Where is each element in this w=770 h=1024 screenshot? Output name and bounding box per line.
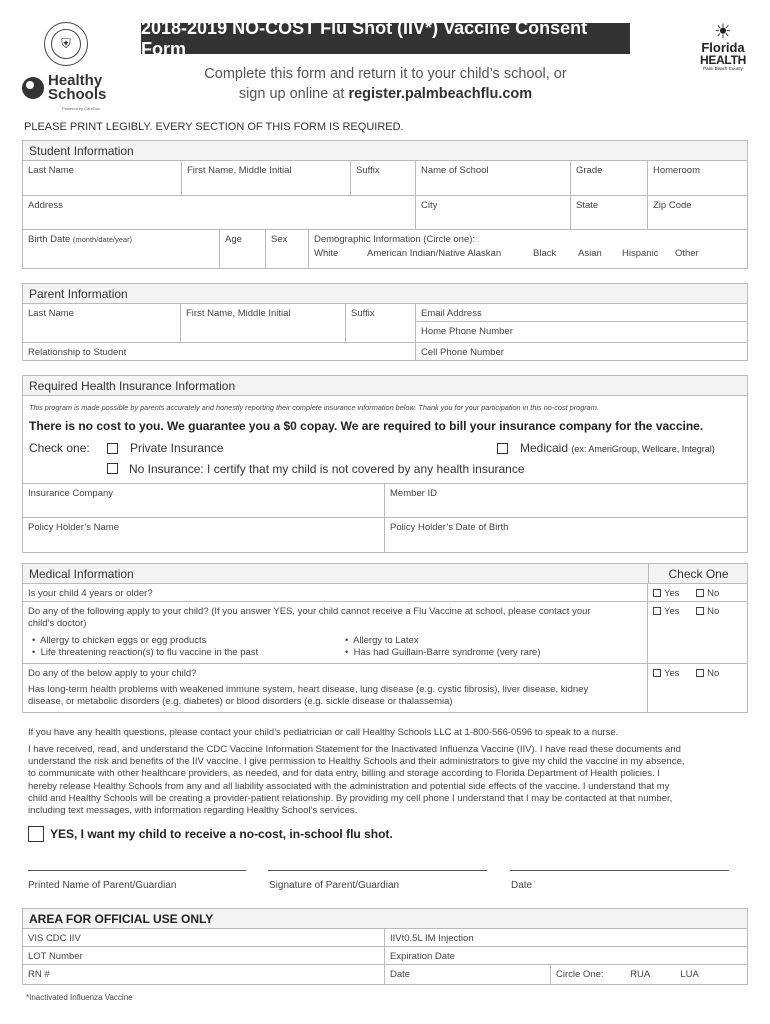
insurance-section-heading: Required Health Insurance Information — [23, 376, 747, 396]
medical-heading-text: Medical Information — [29, 567, 134, 581]
policy-holder-name-field[interactable]: Policy Holder’s Name — [23, 518, 385, 552]
demo-option-white[interactable]: White — [314, 248, 339, 259]
consent-line: to communicate with other healthcare providers, as needed, and for data entry, billing and storage according to Florida Department of Health policies. I — [28, 768, 660, 780]
q1-yes-checkbox[interactable] — [653, 589, 661, 597]
ball-icon — [22, 77, 44, 99]
rua-option[interactable]: RUA — [630, 969, 650, 980]
hs-logo-line1: Healthy — [48, 72, 103, 89]
form-subtitle — [141, 64, 630, 104]
q3-detail-line2: disease, or metabolic disorders (e.g. diabetes) or blood disorders (e.g. sickle disease or thalassemia) — [28, 696, 453, 707]
q3-no-label: No — [707, 668, 720, 679]
medicaid-label — [520, 441, 715, 455]
bullet-egg-allergy-text: Allergy to chicken eggs or egg products — [40, 635, 207, 646]
consent-line: understand the risk and benefits of the IIV vaccine. I give permission to Healthy Schools and their administrators to give my child the vaccine in my absence, — [28, 756, 685, 768]
student-address-field[interactable]: Address — [23, 196, 416, 229]
no-cost-statement: There is no cost to you. We guarantee you a $0 copay. We are required to bill your insurance company for the vaccine. — [29, 419, 704, 433]
student-section-heading: Student Information — [23, 141, 747, 161]
demo-option-hispanic[interactable]: Hispanic — [622, 248, 659, 259]
cell-phone-field[interactable]: Cell Phone Number — [421, 347, 504, 358]
student-state-field[interactable]: State — [571, 196, 648, 229]
q3-yes-label: Yes — [664, 668, 680, 679]
official-use-section — [22, 908, 748, 985]
consent-yes-statement: YES, I want my child to receive a no-cost, in-school flu shot. — [50, 827, 393, 841]
student-zip-field[interactable]: Zip Code — [653, 200, 692, 211]
shield-icon: ⛨ — [51, 29, 81, 59]
sex-field[interactable]: Sex — [266, 230, 309, 268]
student-suffix-field[interactable]: Suffix — [351, 161, 416, 195]
parent-suffix-field[interactable]: Suffix — [346, 304, 416, 342]
student-information-section — [22, 140, 748, 269]
demo-option-black[interactable]: Black — [533, 248, 557, 259]
q3-detail-line1: Has long-term health problems with weakened immune system, heart disease, lung disease (e.g. cystic fibrosis), liver disease, kidney — [28, 684, 589, 695]
birth-date-label: Birth Date — [28, 234, 71, 245]
bullet-latex-allergy-text: Allergy to Latex — [353, 635, 419, 646]
bullet-egg-allergy: • Allergy to chicken eggs or egg products — [32, 635, 207, 646]
demographic-field[interactable] — [309, 230, 748, 268]
policy-holder-dob-field[interactable]: Policy Holder’s Date of Birth — [390, 522, 509, 533]
medical-q2 — [23, 602, 648, 663]
official-section-heading: AREA FOR OFFICIAL USE ONLY — [23, 909, 747, 929]
q2-yes-label: Yes — [664, 606, 680, 617]
lua-option[interactable]: LUA — [680, 969, 699, 980]
bullet-flu-reaction-text: Life threatening reaction(s) to flu vaccine in the past — [40, 647, 259, 658]
hs-logo-sub: Powered by CareDox — [62, 106, 101, 111]
demo-option-american-indian[interactable]: American Indian/Native Alaskan — [367, 248, 502, 259]
circle-one-label: Circle One: — [556, 969, 604, 980]
signature-label: Signature of Parent/Guardian — [269, 880, 400, 891]
print-legibly-note: PLEASE PRINT LEGIBLY. EVERY SECTION OF THIS FORM IS REQUIRED. — [24, 121, 404, 133]
parent-information-section — [22, 283, 748, 361]
official-date-field[interactable]: Date — [385, 965, 551, 984]
email-field[interactable]: Email Address — [416, 304, 748, 322]
private-insurance-label: Private Insurance — [130, 441, 224, 455]
birth-date-field[interactable] — [23, 230, 220, 268]
medical-information-section — [22, 563, 748, 713]
medical-q3 — [23, 664, 648, 712]
age-field[interactable]: Age — [220, 230, 266, 268]
parent-section-heading: Parent Information — [23, 284, 747, 304]
form-title: 2018-2019 NO-COST Flu Shot (IIV*) Vaccine Consent Form — [141, 23, 630, 54]
birth-date-format: (month/date/year) — [72, 235, 133, 244]
student-last-name-field[interactable]: Last Name — [23, 161, 182, 195]
bullet-latex-allergy: • Allergy to Latex — [345, 635, 419, 646]
q1-yes-label: Yes — [664, 588, 680, 599]
q3-text: Do any of the below apply to your child? — [28, 668, 197, 679]
consent-line: including text messages, with information regarding Healthy School’s services. — [28, 805, 358, 817]
fl-logo-line1: Florida — [701, 40, 745, 55]
demographic-label: Demographic Information (Circle one): — [314, 234, 476, 245]
private-insurance-checkbox[interactable] — [107, 443, 118, 454]
consent-line: hereby release Healthy Schools from any and all liability associated with the administration and potential side effects of the vaccine. I understand that my — [28, 780, 670, 792]
hs-logo-line2: Schools — [48, 86, 107, 103]
consent-line: child and Healthy Schools will be creating a provider-patient relationship. By providing my cell phone I understand that I may be contacted at that number, — [28, 792, 673, 804]
lot-number-field[interactable]: LOT Number — [23, 947, 385, 964]
check-one-label: Check one: — [29, 441, 90, 455]
home-phone-field[interactable]: Home Phone Number — [421, 326, 513, 337]
expiration-date-field[interactable]: Expiration Date — [390, 951, 455, 962]
no-insurance-checkbox[interactable] — [107, 463, 118, 474]
insurance-section — [22, 375, 748, 553]
signature-line[interactable] — [268, 870, 487, 871]
florida-health-logo — [698, 22, 748, 72]
medical-section-heading — [23, 564, 747, 584]
signup-url-link[interactable]: register.palmbeachflu.com — [348, 86, 533, 102]
demo-option-asian[interactable]: Asian — [578, 248, 602, 259]
fl-logo-line3: Palm Beach County — [703, 66, 743, 71]
insurance-note: This program is made possible by parents accurately and honestly reporting their complete insurance information below. Thank you for your participation in this no-cost program. — [29, 403, 599, 412]
check-one-heading: Check One — [648, 564, 748, 583]
medicaid-examples: (ex: AmeriGroup, Wellcare, Integral) — [571, 444, 715, 454]
school-district-seal-logo — [44, 22, 88, 66]
q2-yes-checkbox[interactable] — [653, 607, 661, 615]
date-label: Date — [511, 880, 533, 891]
medical-q1: Is your child 4 years or older? — [23, 584, 648, 601]
rn-number-field[interactable]: RN # — [23, 965, 385, 984]
subtitle-prefix: sign up online at — [238, 86, 349, 102]
consent-yes-checkbox[interactable] — [28, 826, 44, 842]
insurance-company-field[interactable]: Insurance Company — [23, 484, 385, 517]
grade-field[interactable]: Grade — [571, 161, 648, 195]
q1-no-checkbox[interactable] — [696, 589, 704, 597]
health-questions-note: If you have any health questions, please contact your child’s pediatrician or call Healthy Schools LLC at 1-800-566-0596 to speak to a nurse. — [28, 727, 619, 738]
member-id-field[interactable]: Member ID — [390, 488, 437, 499]
consent-line: I have received, read, and understand the CDC Vaccine Information Statement for the Inactivated Influenza Vaccine (IIV). I have read these documents and — [28, 744, 681, 755]
medicaid-checkbox[interactable] — [497, 443, 508, 454]
bullet-guillain-barre-text: Has had Guillain-Barre syndrome (very rare) — [353, 647, 541, 658]
q2-no-label: No — [707, 606, 720, 617]
q2-no-checkbox[interactable] — [696, 607, 704, 615]
sun-icon: ☀ — [714, 21, 732, 43]
printed-name-line[interactable] — [28, 870, 246, 871]
bullet-flu-reaction: • Life threatening reaction(s) to flu vaccine in the past — [32, 647, 259, 658]
student-city-field[interactable]: City — [416, 196, 571, 229]
q2-line2: child’s doctor) — [28, 618, 87, 629]
medicaid-text: Medicaid — [520, 441, 569, 455]
parent-first-name-field[interactable]: First Name, Middle Initial — [181, 304, 346, 342]
q1-no-label: No — [707, 588, 720, 599]
bullet-guillain-barre: • Has had Guillain-Barre syndrome (very rare) — [345, 647, 541, 658]
no-insurance-label: No Insurance: I certify that my child is not covered by any health insurance — [129, 462, 525, 476]
subtitle-line1: Complete this form and return it to your child’s school, or — [204, 66, 567, 82]
student-first-name-field[interactable]: First Name, Middle Initial — [182, 161, 351, 195]
demo-option-other[interactable]: Other — [675, 248, 699, 259]
vis-cdc-field[interactable]: VIS CDC IIV — [23, 929, 385, 946]
homeroom-field[interactable]: Homeroom — [653, 165, 700, 176]
circle-one-field — [551, 965, 748, 984]
fl-logo-line2: HEALTH — [700, 53, 746, 67]
parent-last-name-field[interactable]: Last Name — [23, 304, 181, 342]
school-name-field[interactable]: Name of School — [416, 161, 571, 195]
printed-name-label: Printed Name of Parent/Guardian — [28, 880, 177, 891]
q2-line1: Do any of the following apply to your child? (If you answer YES, your child cannot receive a Flu Vaccine at school, please contact your — [28, 606, 591, 617]
q3-yes-checkbox[interactable] — [653, 669, 661, 677]
footnote: *Inactivated Influenza Vaccine — [26, 993, 133, 1002]
date-line[interactable] — [510, 870, 729, 871]
relationship-field[interactable]: Relationship to Student — [23, 343, 416, 360]
consent-paragraph — [28, 744, 738, 817]
q3-no-checkbox[interactable] — [696, 669, 704, 677]
healthy-schools-logo — [22, 72, 107, 111]
injection-field[interactable]: IIVt0.5L IM Injection — [390, 933, 474, 944]
